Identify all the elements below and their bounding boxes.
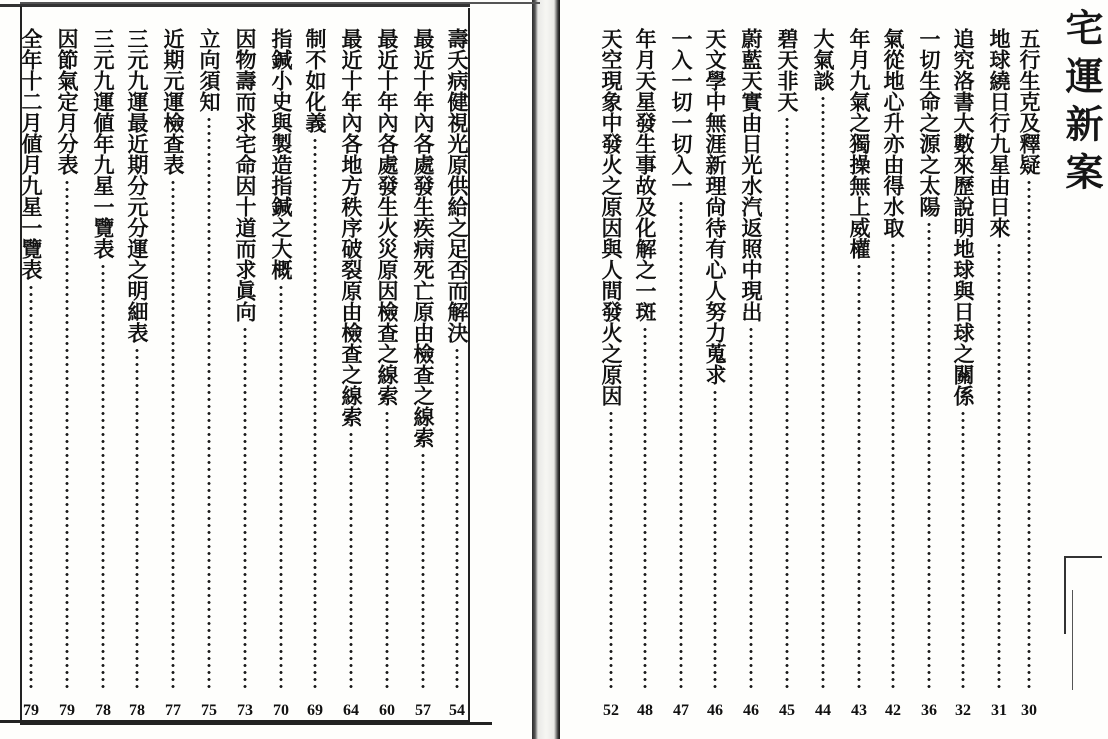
leader-dots xyxy=(857,263,861,692)
toc-entry-page: 57 xyxy=(415,702,431,719)
toc-entry-title: 最近十年內各處發生火災原因檢查之線索 xyxy=(375,28,400,406)
toc-entry[interactable] xyxy=(736,28,766,696)
leader-dots xyxy=(207,116,211,692)
toc-entry-title: 年月九氣之獨操無上威權 xyxy=(847,28,872,259)
toc-entry-page: 69 xyxy=(307,702,323,719)
toc-entry[interactable] xyxy=(914,28,944,696)
toc-entry[interactable] xyxy=(52,28,82,696)
toc-entry-title: 指鍼小史與製造指鍼之大概 xyxy=(269,28,294,280)
toc-entry-page: 32 xyxy=(955,702,971,719)
toc-entry-page: 54 xyxy=(449,702,465,719)
leader-dots xyxy=(891,242,895,692)
leader-dots xyxy=(1027,179,1031,692)
toc-entry-page: 31 xyxy=(991,702,1007,719)
leader-dots xyxy=(785,116,789,692)
toc-entry-title: 壽夭病健視光原供給之足否而解決 xyxy=(445,28,470,343)
toc-entry-page: 79 xyxy=(59,702,75,719)
toc-entry-title: 五行生克及釋疑 xyxy=(1017,28,1042,175)
toc-entry-page: 75 xyxy=(201,702,217,719)
toc-entry-title: 全年十二月値月九星一覽表 xyxy=(19,28,44,280)
toc-entry[interactable] xyxy=(948,28,978,696)
toc-entry[interactable] xyxy=(1014,28,1044,696)
toc-entry-page: 43 xyxy=(851,702,867,719)
leader-dots xyxy=(643,326,647,692)
toc-entry[interactable] xyxy=(230,28,260,696)
toc-entry-title: 氣從地心升亦由得水取 xyxy=(881,28,906,238)
leader-dots xyxy=(961,410,965,692)
leader-dots xyxy=(65,179,69,692)
toc-entry[interactable] xyxy=(808,28,838,696)
toc-entry[interactable] xyxy=(630,28,660,696)
toc-entry[interactable] xyxy=(442,28,472,696)
series-title: 宅運新案 xyxy=(1059,8,1104,200)
toc-entry-page: 64 xyxy=(343,702,359,719)
toc-entry-title: 天空現象中發火之原因與人間發火之原因 xyxy=(599,28,624,406)
toc-entry-page: 46 xyxy=(707,702,723,719)
leader-dots xyxy=(421,452,425,692)
toc-entry[interactable] xyxy=(194,28,224,696)
toc-entry[interactable] xyxy=(122,28,152,696)
toc-entry-page: 46 xyxy=(743,702,759,719)
toc-entry-page: 78 xyxy=(129,702,145,719)
leader-dots xyxy=(609,410,613,692)
toc-entry-title: 碧天非天 xyxy=(775,28,800,112)
toc-entry-page: 78 xyxy=(95,702,111,719)
toc-entry[interactable] xyxy=(266,28,296,696)
leader-dots xyxy=(349,431,353,692)
toc-entry-page: 47 xyxy=(673,702,689,719)
toc-entry-title: 三元九運最近期分元分運之明細表 xyxy=(125,28,150,343)
toc-entry-page: 44 xyxy=(815,702,831,719)
toc-entry[interactable] xyxy=(984,28,1014,696)
leader-dots xyxy=(679,200,683,692)
toc-entry-page: 79 xyxy=(23,702,39,719)
toc-entry-page: 60 xyxy=(379,702,395,719)
toc-entry-title: 蔚藍天實由日光水汽返照中現出 xyxy=(739,28,764,322)
toc-entry-title: 地球繞日行九星由日來 xyxy=(987,28,1012,238)
leader-dots xyxy=(243,326,247,692)
toc-entry-title: 最近十年內各地方秩序破裂原由檢查之線索 xyxy=(339,28,364,427)
toc-entry-title: 因物壽而求宅命因十道而求眞向 xyxy=(233,28,258,322)
leader-dots xyxy=(135,347,139,692)
toc-entry[interactable] xyxy=(596,28,626,696)
banner-rule xyxy=(1072,590,1103,690)
toc-entry-title: 追究洛書大數來歷說明地球與日球之關係 xyxy=(951,28,976,406)
toc-entry-page: 30 xyxy=(1021,702,1037,719)
toc-entry-title: 三元九運値年九星一覽表 xyxy=(91,28,116,259)
toc-entry[interactable] xyxy=(772,28,802,696)
toc-entry-page: 48 xyxy=(637,702,653,719)
toc-entry-title: 制不如化義 xyxy=(303,28,328,133)
toc-entry-title: 因節氣定月分表 xyxy=(55,28,80,175)
leader-dots xyxy=(713,389,717,692)
leader-dots xyxy=(997,242,1001,692)
leader-dots xyxy=(455,347,459,692)
toc-entry[interactable] xyxy=(336,28,366,696)
toc-entry-title: 年月天星發生事故及化解之一斑 xyxy=(633,28,658,322)
book-gutter xyxy=(532,0,560,739)
toc-entry-title: 近期元運檢查表 xyxy=(161,28,186,175)
toc-entry-title: 最近十年內各處發生疾病死亡原由檢查之線索 xyxy=(411,28,436,448)
toc-entry-page: 45 xyxy=(779,702,795,719)
leader-dots xyxy=(821,95,825,692)
toc-entry[interactable] xyxy=(88,28,118,696)
toc-entry-page: 77 xyxy=(165,702,181,719)
toc-entry[interactable] xyxy=(878,28,908,696)
toc-entry[interactable] xyxy=(16,28,46,696)
toc-entry-page: 42 xyxy=(885,702,901,719)
toc-entry-page: 36 xyxy=(921,702,937,719)
toc-entry[interactable] xyxy=(700,28,730,696)
toc-entry[interactable] xyxy=(666,28,696,696)
toc-entry[interactable] xyxy=(408,28,438,696)
leader-dots xyxy=(279,284,283,692)
leader-dots xyxy=(171,179,175,692)
toc-entry-title: 大氣談 xyxy=(811,28,836,91)
toc-entry-title: 天文學中無涯新理尙待有心人努力蒐求 xyxy=(703,28,728,385)
toc-entry-title: 立向須知 xyxy=(197,28,222,112)
toc-entry-title: 一切生命之源之太陽 xyxy=(917,28,942,217)
toc-entry[interactable] xyxy=(844,28,874,696)
leader-dots xyxy=(101,263,105,692)
toc-entry[interactable] xyxy=(158,28,188,696)
toc-entry-page: 52 xyxy=(603,702,619,719)
leader-dots xyxy=(313,137,317,692)
toc-entry[interactable] xyxy=(300,28,330,696)
leader-dots xyxy=(29,284,33,692)
toc-entry-page: 70 xyxy=(273,702,289,719)
leader-dots xyxy=(927,221,931,692)
leader-dots xyxy=(749,326,753,692)
toc-entry[interactable] xyxy=(372,28,402,696)
leader-dots xyxy=(385,410,389,692)
toc-entry-title: 一入一切一切入一 xyxy=(669,28,694,196)
toc-entry-page: 73 xyxy=(237,702,253,719)
